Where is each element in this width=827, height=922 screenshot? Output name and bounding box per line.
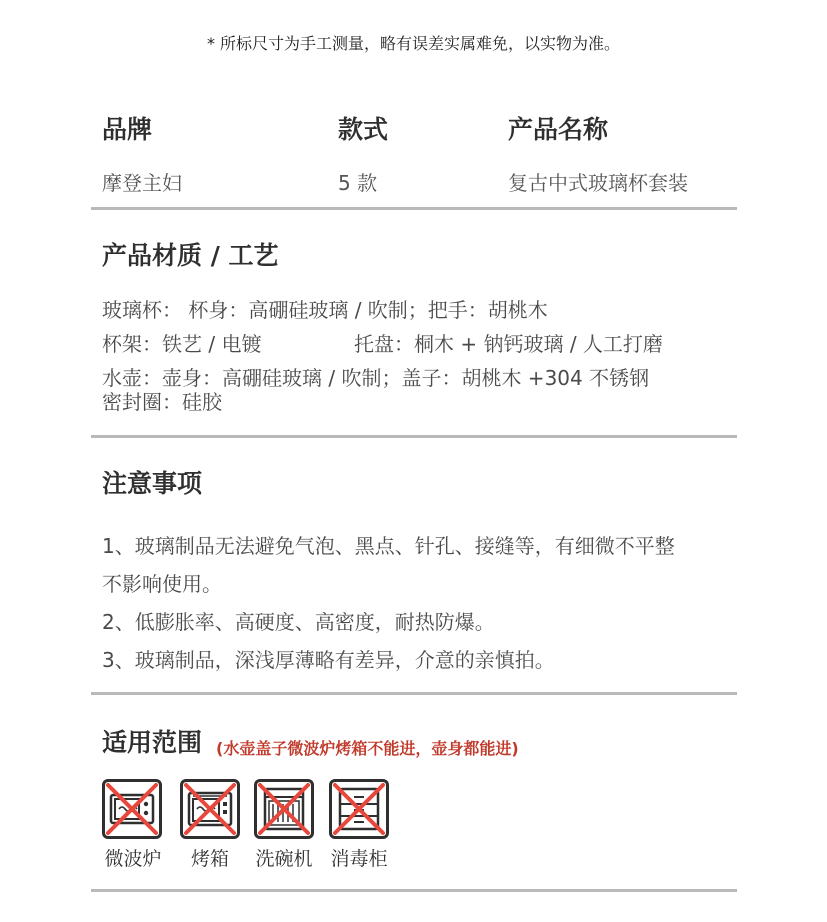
- material-title: 产品材质 / 工艺: [102, 241, 279, 270]
- sterilizer-cabinet-label: 消毒柜: [330, 848, 388, 870]
- dishwasher-icon: [254, 779, 314, 839]
- microwave-icon: [102, 779, 162, 839]
- material-line-rack: 杯架：铁艺 / 电镀: [102, 332, 262, 356]
- material-line-cup: 玻璃杯： 杯身：高硼硅玻璃 / 吹制；把手：胡桃木: [102, 298, 548, 322]
- divider: [91, 889, 737, 892]
- note-line-3: 3、玻璃制品，深浅厚薄略有差异，介意的亲慎拍。: [102, 648, 555, 672]
- divider: [91, 692, 737, 695]
- material-line-seal: 密封圈：硅胶: [102, 390, 222, 414]
- oven-icon: [180, 779, 240, 839]
- product-name-header: 产品名称: [508, 115, 609, 144]
- product-name-value: 复古中式玻璃杯套装: [508, 171, 688, 195]
- notes-title: 注意事项: [102, 469, 203, 498]
- style-header: 款式: [338, 115, 389, 144]
- brand-header: 品牌: [102, 115, 153, 144]
- divider: [91, 207, 737, 210]
- divider: [91, 435, 737, 438]
- microwave-label: 微波炉: [104, 848, 162, 870]
- sterilizer-cabinet-icon: [329, 779, 389, 839]
- material-line-kettle: 水壶：壶身：高硼硅玻璃 / 吹制；盖子：胡桃木 +304 不锈钢: [102, 366, 650, 390]
- note-line-1: 1、玻璃制品无法避免气泡、黑点、针孔、接缝等，有细微不平整: [102, 534, 675, 558]
- usage-title: 适用范围: [102, 728, 203, 757]
- oven-label: 烤箱: [190, 848, 229, 870]
- usage-warning: (水壶盖子微波炉烤箱不能进，壶身都能进): [216, 739, 519, 758]
- brand-value: 摩登主妇: [102, 171, 182, 195]
- measurement-note: * 所标尺寸为手工测量，略有误差实属难免，以实物为准。: [206, 34, 621, 53]
- dishwasher-label: 洗碗机: [255, 848, 313, 870]
- note-line-1-cont: 不影响使用。: [102, 572, 222, 596]
- material-line-tray: 托盘：桐木 + 钠钙玻璃 / 人工打磨: [354, 332, 663, 356]
- style-value: 5 款: [338, 171, 378, 195]
- note-line-2: 2、低膨胀率、高硬度、高密度，耐热防爆。: [102, 610, 495, 634]
